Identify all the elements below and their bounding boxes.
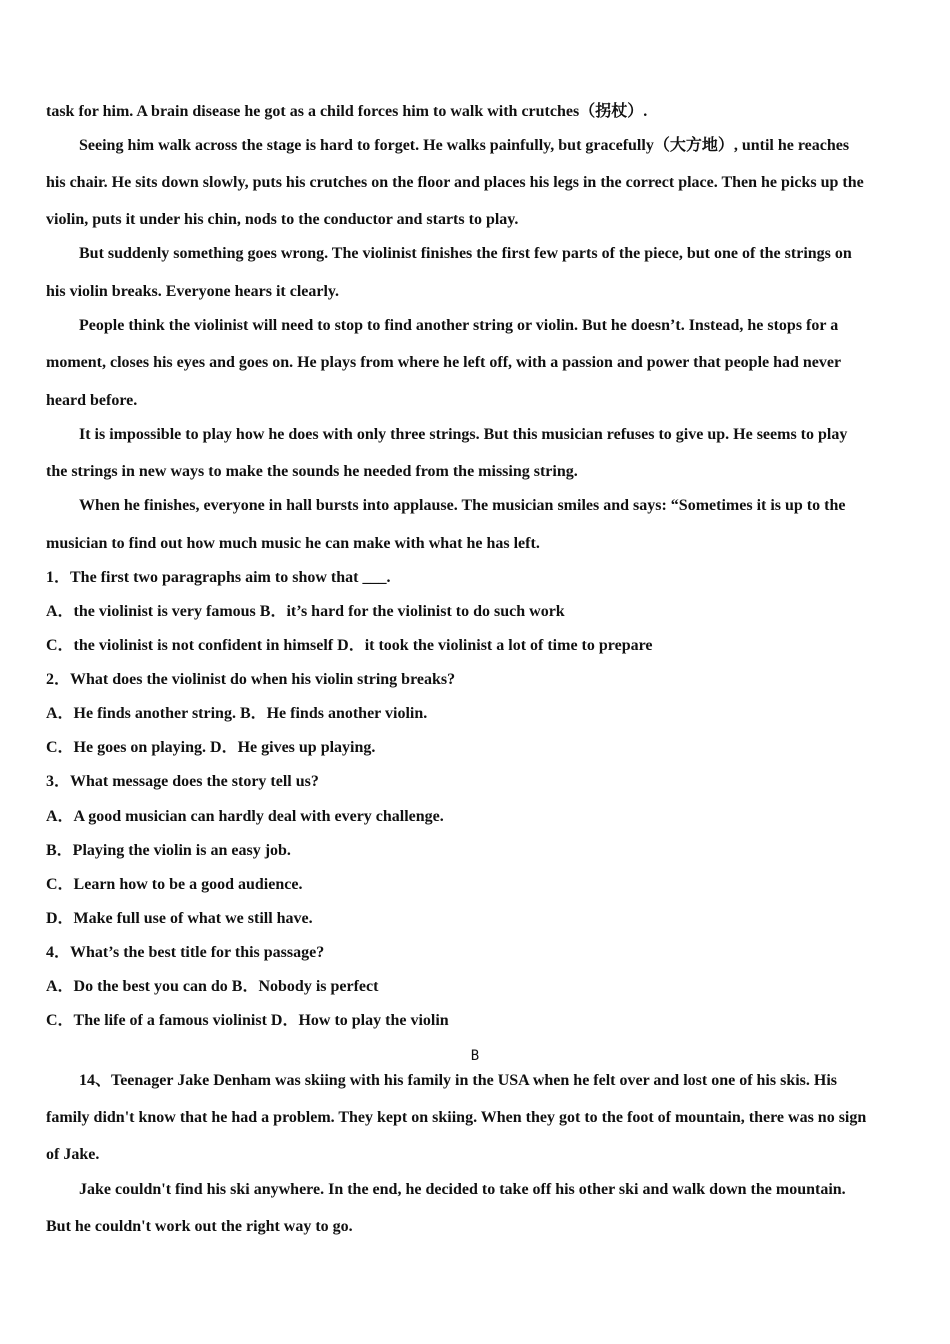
paragraph-line: It is impossible to play how he does with only three strings. But this musician refuses to give up. He seems to play xyxy=(79,426,848,443)
paragraph-line: Jake couldn't find his ski anywhere. In the end, he decided to take off his other ski and walk down the mountain. xyxy=(79,1181,846,1198)
question-1-options-cd: C．the violinist is not confident in himself D．it took the violinist a lot of time to prepare xyxy=(46,637,653,654)
paragraph-line: of Jake. xyxy=(46,1146,100,1163)
paragraph-line: violin, puts it under his chin, nods to the conductor and starts to play. xyxy=(46,211,519,228)
paragraph-line: task for him. A brain disease he got as a child forces him to walk with crutches（拐杖）. xyxy=(46,103,648,120)
question-2-options-ab: A．He finds another string. B．He finds another violin. xyxy=(46,705,428,722)
paragraph-line: Seeing him walk across the stage is hard to forget. He walks painfully, but gracefully（大方地）, until he reaches xyxy=(79,137,850,154)
question-1-options-ab: A．the violinist is very famous B．it’s hard for the violinist to do such work xyxy=(46,603,565,620)
question-3-option-d: D．Make full use of what we still have. xyxy=(46,910,313,927)
question-1: 1．The first two paragraphs aim to show that ___. xyxy=(46,569,391,586)
paragraph-line: But suddenly something goes wrong. The violinist finishes the first few parts of the piece, but one of the strings on xyxy=(79,245,852,262)
question-3-option-a: A．A good musician can hardly deal with every challenge. xyxy=(46,808,444,825)
paragraph-line: the strings in new ways to make the sounds he needed from the missing string. xyxy=(46,463,578,480)
paragraph-line: But he couldn't work out the right way to go. xyxy=(46,1218,353,1235)
question-4-options-ab: A．Do the best you can do B．Nobody is perfect xyxy=(46,978,379,995)
question-3: 3．What message does the story tell us? xyxy=(46,773,319,790)
question-3-option-b: B．Playing the violin is an easy job. xyxy=(46,842,291,859)
paragraph-line: musician to find out how much music he can make with what he has left. xyxy=(46,535,540,552)
question-4-options-cd: C．The life of a famous violinist D．How to play the violin xyxy=(46,1012,449,1029)
question-2: 2．What does the violinist do when his violin string breaks? xyxy=(46,671,456,688)
paragraph-line: heard before. xyxy=(46,392,138,409)
paragraph-line: moment, closes his eyes and goes on. He plays from where he left off, with a passion and power that people had never xyxy=(46,354,842,371)
question-3-option-c: C．Learn how to be a good audience. xyxy=(46,876,303,893)
paragraph-line: 14、Teenager Jake Denham was skiing with his family in the USA when he felt over and lost one of his skis. His xyxy=(79,1072,838,1089)
section-label: B xyxy=(470,1048,480,1064)
paragraph-line: People think the violinist will need to stop to find another string or violin. But he doesn’t. Instead, he stops for a xyxy=(79,317,839,334)
paragraph-line: When he finishes, everyone in hall bursts into applause. The musician smiles and says: “Sometimes it is up to the xyxy=(79,497,846,514)
paragraph-line: family didn't know that he had a problem. They kept on skiing. When they got to the foot of mountain, there was no sign xyxy=(46,1109,867,1126)
paragraph-line: his violin breaks. Everyone hears it clearly. xyxy=(46,283,340,300)
paragraph-line: his chair. He sits down slowly, puts his crutches on the floor and places his legs in the correct place. Then he picks up the xyxy=(46,174,864,191)
question-4: 4．What’s the best title for this passage? xyxy=(46,944,325,961)
question-2-options-cd: C．He goes on playing. D．He gives up playing. xyxy=(46,739,376,756)
